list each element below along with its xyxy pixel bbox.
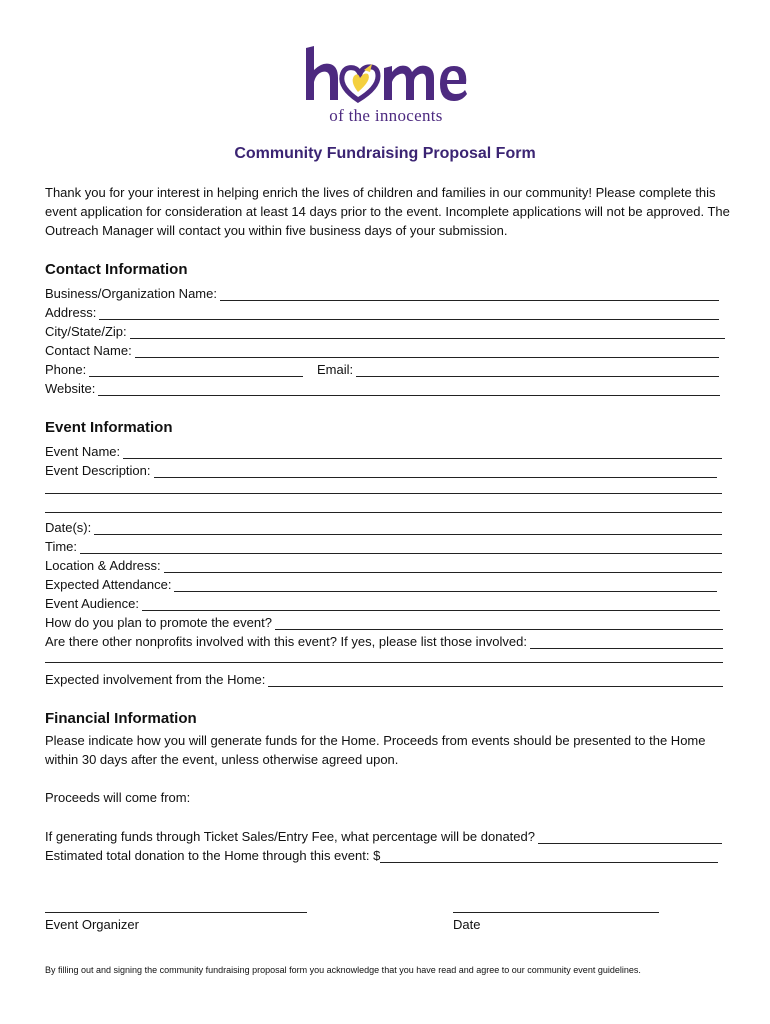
involvement-line[interactable]: [268, 673, 723, 687]
city-state-zip-field[interactable]: [45, 321, 725, 339]
nonprofits-line-2[interactable]: [45, 662, 723, 663]
nonprofits-field[interactable]: [45, 631, 723, 649]
attendance-label: Expected Attendance:: [45, 577, 172, 592]
financial-instructions: Please indicate how you will generate funds for the Home. Proceeds from events should be presented to the Home within 30 days after the event, unless otherwise agreed upon.: [45, 733, 706, 767]
event-description-field[interactable]: [45, 460, 717, 478]
audience-field[interactable]: [45, 593, 720, 611]
website-line[interactable]: [98, 382, 720, 396]
website-label: Website:: [45, 381, 96, 396]
contact-name-label: Contact Name:: [45, 343, 132, 358]
dates-line[interactable]: [94, 521, 722, 535]
nonprofits-line[interactable]: [530, 635, 723, 649]
total-donation-field[interactable]: [45, 845, 718, 863]
total-donation-label: Estimated total donation to the Home through this event: $: [45, 848, 381, 863]
email-field[interactable]: [317, 359, 719, 377]
dates-field[interactable]: [45, 517, 722, 535]
attendance-field[interactable]: [45, 574, 717, 592]
email-line[interactable]: [356, 363, 719, 377]
address-line[interactable]: [99, 306, 719, 320]
location-field[interactable]: [45, 555, 722, 573]
date-signature-line[interactable]: [453, 912, 659, 913]
event-description-line-3[interactable]: [45, 512, 722, 513]
city-state-zip-line[interactable]: [130, 325, 725, 339]
nonprofits-label: Are there other nonprofits involved with this event? If yes, please list those involved:: [45, 634, 527, 649]
phone-line[interactable]: [89, 363, 303, 377]
city-state-zip-label: City/State/Zip:: [45, 324, 127, 339]
organizer-signature-line[interactable]: [45, 912, 307, 913]
promote-line[interactable]: [275, 616, 723, 630]
contact-heading: Contact Information: [45, 261, 188, 278]
business-name-label: Business/Organization Name:: [45, 286, 217, 301]
phone-field[interactable]: [45, 359, 303, 377]
event-description-line-2[interactable]: [45, 493, 722, 494]
event-name-field[interactable]: [45, 441, 722, 459]
percentage-line[interactable]: [538, 830, 722, 844]
attendance-line[interactable]: [174, 578, 717, 592]
address-field[interactable]: [45, 302, 719, 320]
website-field[interactable]: [45, 378, 720, 396]
time-label: Time:: [45, 539, 78, 554]
business-name-line[interactable]: [220, 287, 719, 301]
audience-label: Event Audience:: [45, 596, 139, 611]
organizer-label: Event Organizer: [45, 917, 139, 932]
percentage-label: If generating funds through Ticket Sales/Entry Fee, what percentage will be donated?: [45, 829, 535, 844]
address-label: Address:: [45, 305, 97, 320]
event-description-line[interactable]: [154, 464, 718, 478]
promote-field[interactable]: [45, 612, 723, 630]
contact-name-field[interactable]: [45, 340, 719, 358]
logo-tagline: of the innocents: [329, 106, 443, 125]
time-field[interactable]: [45, 536, 722, 554]
percentage-field[interactable]: [45, 826, 722, 844]
location-label: Location & Address:: [45, 558, 161, 573]
promote-label: How do you plan to promote the event?: [45, 615, 272, 630]
event-name-label: Event Name:: [45, 444, 121, 459]
form-title: Community Fundraising Proposal Form: [234, 145, 536, 162]
email-label: Email:: [317, 362, 354, 377]
logo-graphic: [300, 44, 472, 106]
date-label: Date: [453, 917, 481, 932]
involvement-label: Expected involvement from the Home:: [45, 672, 266, 687]
event-description-label: Event Description:: [45, 463, 151, 478]
dates-label: Date(s):: [45, 520, 92, 535]
business-name-field[interactable]: [45, 283, 719, 301]
proceeds-label: Proceeds will come from:: [45, 790, 191, 805]
audience-line[interactable]: [142, 597, 720, 611]
contact-name-line[interactable]: [135, 344, 719, 358]
footer-acknowledgement: By filling out and signing the community fundraising proposal form you acknowledge that you have read and agree to our community event guidelines.: [45, 965, 641, 975]
financial-heading: Financial Information: [45, 710, 197, 727]
event-heading: Event Information: [45, 419, 173, 436]
time-line[interactable]: [80, 540, 722, 554]
involvement-field[interactable]: [45, 669, 723, 687]
location-line[interactable]: [164, 559, 722, 573]
total-donation-line[interactable]: [380, 849, 718, 863]
event-name-line[interactable]: [123, 445, 722, 459]
phone-label: Phone:: [45, 362, 87, 377]
intro-paragraph: Thank you for your interest in helping enrich the lives of children and families in our community! Please complete this event application for consideration at least 14 days prior to the event. Incomplete applications will not be approved. The Outreach Manager will contact you within five business days of your submission.: [45, 185, 730, 238]
